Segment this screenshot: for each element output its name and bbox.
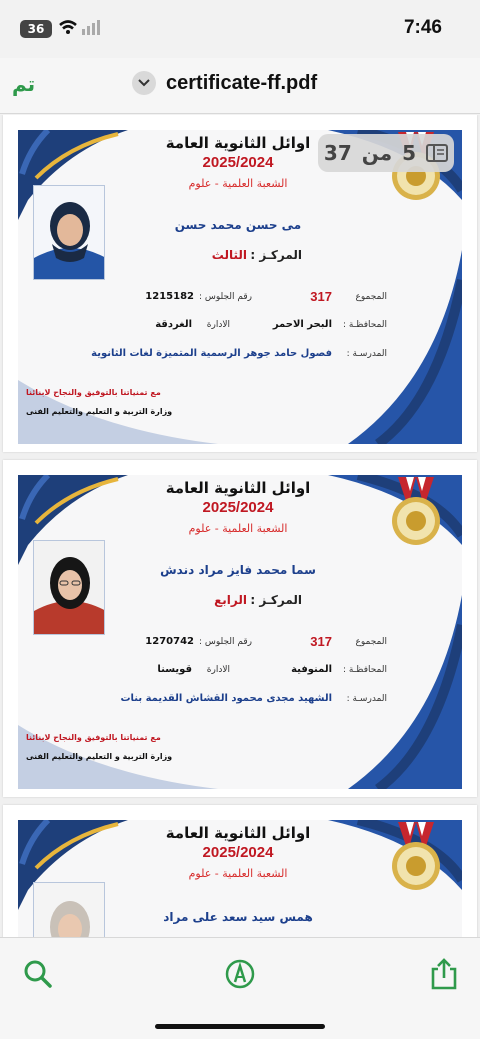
certificate-year: 2025/2024 [202,499,274,516]
certificate-year: 2025/2024 [202,154,274,171]
share-icon [429,957,459,991]
home-indicator[interactable] [155,1024,325,1029]
total-value: 317 [310,289,332,304]
seat-value: 1215182 [145,291,194,302]
school-value: الشهيد مجدى محمود القشاش القديمة بنات [120,693,332,704]
student-photo [33,882,105,937]
certificate-card [18,820,462,937]
pdf-viewport[interactable] [0,115,480,937]
certificate-heading: اوائل الثانوية العامة [165,134,311,152]
seat-value: 1270742 [145,636,194,647]
student-name: مى حسن محمد حسن [174,218,302,232]
search-icon [23,959,53,989]
rank-value: الرابع [214,593,247,607]
footer-wish: مع تمنياتنا بالتوفيق والنجاح لابنائنا [26,733,161,742]
rank-label: المركـز : [250,593,302,607]
governorate-value: المنوفية [291,664,332,675]
student-name: سما محمد فايز مراد دندش [160,563,316,577]
certificate-heading: اوائل الثانوية العامة [165,479,311,497]
certificate-branch: الشعبة العلمية - علوم [188,177,288,190]
student-photo [33,540,105,635]
pdf-page [3,805,477,937]
clock: 7:46 [403,17,442,38]
signal-wifi-icon [58,18,106,38]
rank-value: الثالث [211,248,247,262]
chevron-down-icon[interactable] [132,71,156,95]
navigation-bar [0,58,480,114]
certificate-card [18,130,462,444]
document-title: certificate-ff.pdf [166,71,318,94]
rank-label: المركـز : [250,248,302,262]
status-bar [0,0,480,58]
footer-ministry: وزارة التربية و التعليم والتعليم الفنى [26,752,173,761]
share-button[interactable] [424,954,464,994]
administration-value: قويسنا [157,664,192,675]
school-value: فصول حامد جوهر الرسمية المتميزة لغات الثانوية [91,348,332,359]
page-indicator[interactable] [318,134,454,172]
certificate-heading: اوائل الثانوية العامة [165,824,311,842]
thumbnails-icon [426,144,448,162]
student-name: همس سيد سعد على مراد [163,910,313,924]
page-of-word: من [361,141,393,165]
certificate-card [18,475,462,789]
administration-value: الغردقة [155,319,192,330]
bottom-toolbar [0,937,480,1039]
administration-label: الادارة [206,320,230,330]
total-label: المجموع [355,292,387,302]
certificate-branch: الشعبة العلمية - علوم [188,522,288,535]
seat-label: رقم الجلوس : [198,292,252,302]
administration-label: الادارة [206,665,230,675]
footer-ministry: وزارة التربية و التعليم والتعليم الفنى [26,407,173,416]
battery-indicator: 36 [20,20,52,38]
certificate-branch: الشعبة العلمية - علوم [188,867,288,880]
search-button[interactable] [18,954,58,994]
total-value: 317 [310,634,332,649]
school-label: المدرسـة : [346,694,387,704]
student-photo [33,185,105,280]
governorate-label: المحافظـة : [342,320,387,330]
markup-pen-icon [224,958,256,990]
pdf-page [3,460,477,797]
total-label: المجموع [355,637,387,647]
school-label: المدرسـة : [346,349,387,359]
footer-wish: مع تمنياتنا بالتوفيق والنجاح لابنائنا [26,388,161,397]
governorate-value: البحر الاحمر [272,319,332,330]
seat-label: رقم الجلوس : [198,637,252,647]
governorate-label: المحافظـة : [342,665,387,675]
markup-button[interactable] [220,954,260,994]
certificate-year: 2025/2024 [202,844,274,861]
document-title-menu[interactable] [132,71,317,95]
page-total: 37 [323,141,352,165]
done-button[interactable]: تم [12,72,36,96]
ministry-seal [388,477,444,551]
page-current: 5 [402,141,417,165]
ministry-seal [388,822,444,896]
